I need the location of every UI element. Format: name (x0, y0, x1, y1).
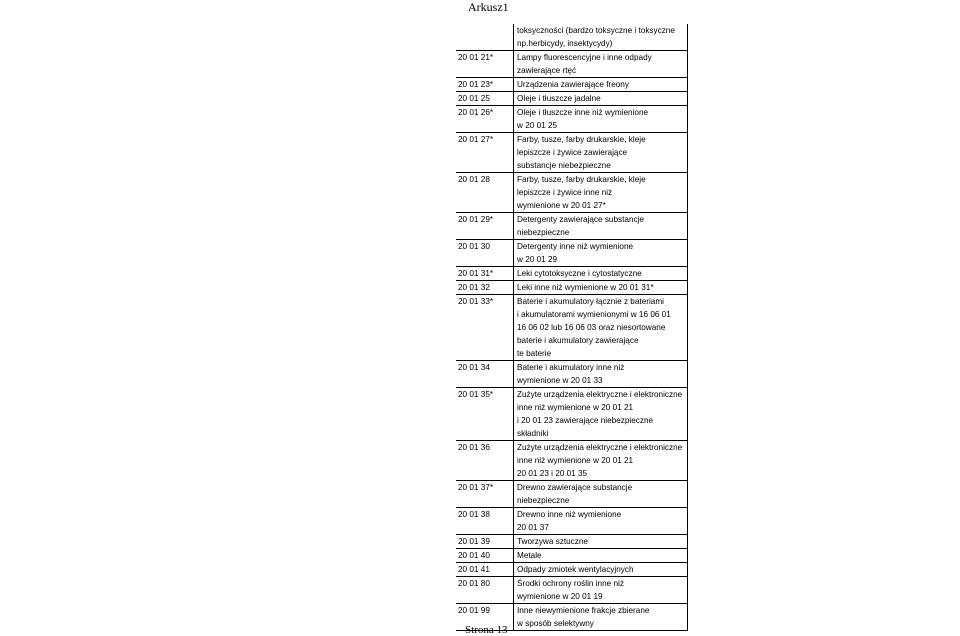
description-line: inne niż wymienione w 20 01 21 (517, 456, 634, 465)
description-line: Oleje i tłuszcze jadalne (517, 94, 601, 103)
table-row (456, 361, 688, 388)
waste-code-cell: 20 01 80 (456, 577, 514, 604)
description-line: w 20 01 29 (517, 255, 558, 264)
description-line: lepiszcze i żywice inne niż (517, 188, 613, 197)
waste-code-cell: 20 01 30 (456, 240, 514, 267)
description-line: zawierające rtęć (517, 66, 577, 75)
table-row (456, 267, 688, 281)
waste-description-cell (514, 481, 688, 508)
description-line: Leki inne niż wymienione w 20 01 31* (517, 283, 654, 292)
waste-code-cell: 20 01 31* (456, 267, 514, 281)
description-line: Zużyte urządzenia elektryczne i elektroniczne (517, 443, 683, 452)
description-line: Drewno inne niż wymienione (517, 510, 622, 519)
description-line: Baterie i akumulatory łącznie z bateriami (517, 297, 664, 306)
waste-description-cell (514, 213, 688, 240)
waste-description-cell (514, 267, 688, 281)
sheet-title: Arkusz1 (468, 0, 509, 14)
table-row (456, 78, 688, 92)
waste-description-cell (514, 535, 688, 549)
description-line: Farby, tusze, farby drukarskie, kleje (517, 135, 646, 144)
description-line: niebezpieczne (517, 228, 570, 237)
description-line: Detergenty inne niż wymienione (517, 242, 634, 251)
waste-description-cell (514, 361, 688, 388)
table-row (456, 281, 688, 295)
waste-code-cell: 20 01 21* (456, 51, 514, 78)
description-line: niebezpieczne (517, 496, 570, 505)
table-row (456, 295, 688, 361)
table-row (456, 213, 688, 240)
description-line: Inne niewymienione frakcje zbierane (517, 606, 650, 615)
description-line: wymienione w 20 01 33 (517, 376, 603, 385)
waste-description-cell (514, 173, 688, 213)
waste-description-cell (514, 51, 688, 78)
waste-code-cell: 20 01 41 (456, 563, 514, 577)
table-row (456, 481, 688, 508)
waste-code-cell: 20 01 33* (456, 295, 514, 361)
table-row (456, 133, 688, 173)
page-number: Strona 13 (465, 624, 508, 636)
table-row (456, 106, 688, 133)
waste-description-cell (514, 563, 688, 577)
description-line: wymienione w 20 01 27* (517, 201, 606, 210)
waste-description-cell (514, 577, 688, 604)
waste-code-table-body (456, 24, 688, 631)
description-line: Lampy fluorescencyjne i inne odpady (517, 53, 652, 62)
description-line: Baterie i akumulatory inne niż (517, 363, 625, 372)
waste-code-cell: 20 01 36 (456, 441, 514, 481)
table-row (456, 24, 688, 51)
waste-code-cell: 20 01 27* (456, 133, 514, 173)
waste-code-cell: 20 01 25 (456, 92, 514, 106)
waste-description-cell (514, 508, 688, 535)
waste-code-cell: 20 01 32 (456, 281, 514, 295)
description-line: wymienione w 20 01 19 (517, 592, 603, 601)
waste-code-cell: 20 01 29* (456, 213, 514, 240)
description-line: toksyczności (bardzo toksyczne i toksyczne (517, 26, 675, 35)
waste-code-cell: 20 01 99 (456, 604, 514, 631)
table-row (456, 577, 688, 604)
waste-description-cell (514, 388, 688, 441)
description-line: Detergenty zawierające substancje (517, 215, 644, 224)
waste-code-cell: 20 01 23* (456, 78, 514, 92)
waste-description-cell (514, 78, 688, 92)
table-row (456, 549, 688, 563)
waste-code-cell: 20 01 40 (456, 549, 514, 563)
description-line: Tworzywa sztuczne (517, 537, 588, 546)
waste-description-cell (514, 240, 688, 267)
waste-description-cell (514, 92, 688, 106)
description-line: Zużyte urządzenia elektryczne i elektroniczne (517, 390, 683, 399)
table-row (456, 508, 688, 535)
description-line: Środki ochrony roślin inne niż (517, 579, 624, 588)
waste-code-cell: 20 01 35* (456, 388, 514, 441)
waste-description-cell (514, 549, 688, 563)
table-row (456, 240, 688, 267)
waste-code-cell (456, 24, 514, 51)
description-line: 20 01 37 (517, 523, 549, 532)
waste-code-cell: 20 01 28 (456, 173, 514, 213)
table-row (456, 388, 688, 441)
description-line: i akumulatorami wymienionymi w 16 06 01 (517, 310, 671, 319)
waste-description-cell (514, 106, 688, 133)
waste-code-table (456, 24, 688, 631)
table-row (456, 535, 688, 549)
waste-code-cell: 20 01 34 (456, 361, 514, 388)
description-line: i 20 01 23 zawierające niebezpieczne (517, 416, 654, 425)
waste-description-cell (514, 441, 688, 481)
waste-description-cell (514, 133, 688, 173)
description-line: w sposób selektywny (517, 619, 594, 628)
description-line: Oleje i tłuszcze inne niż wymienione (517, 108, 649, 117)
table-row (456, 92, 688, 106)
description-line: baterie i akumulatory zawierające (517, 336, 639, 345)
table-row (456, 173, 688, 213)
waste-code-cell: 20 01 26* (456, 106, 514, 133)
table-row (456, 51, 688, 78)
waste-description-cell (514, 295, 688, 361)
description-line: Drewno zawierające substancje (517, 483, 633, 492)
table-row (456, 441, 688, 481)
description-line: lepiszcze i żywice zawierające (517, 148, 628, 157)
description-line: Leki cytotoksyczne i cytostatyczne (517, 269, 642, 278)
description-line: substancje niebezpieczne (517, 161, 611, 170)
description-line: te baterie (517, 349, 552, 358)
table-row (456, 563, 688, 577)
description-line: składniki (517, 429, 549, 438)
description-line: np.herbicydy, insektycydy) (517, 39, 613, 48)
waste-code-cell: 20 01 39 (456, 535, 514, 549)
description-line: 16 06 02 lub 16 06 03 oraz niesortowane (517, 323, 666, 332)
description-line: Urządzenia zawierające freony (517, 80, 629, 89)
waste-code-cell: 20 01 38 (456, 508, 514, 535)
description-line: 20 01 23 i 20 01 35 (517, 469, 588, 478)
description-line: inne niż wymienione w 20 01 21 (517, 403, 634, 412)
description-line: Metale (517, 551, 542, 560)
description-line: w 20 01 25 (517, 121, 558, 130)
waste-code-cell: 20 01 37* (456, 481, 514, 508)
waste-description-cell (514, 24, 688, 51)
waste-description-cell (514, 281, 688, 295)
description-line: Odpady zmiotek wentylacyjnych (517, 565, 634, 574)
waste-description-cell (514, 604, 688, 631)
description-line: Farby, tusze, farby drukarskie, kleje (517, 175, 646, 184)
